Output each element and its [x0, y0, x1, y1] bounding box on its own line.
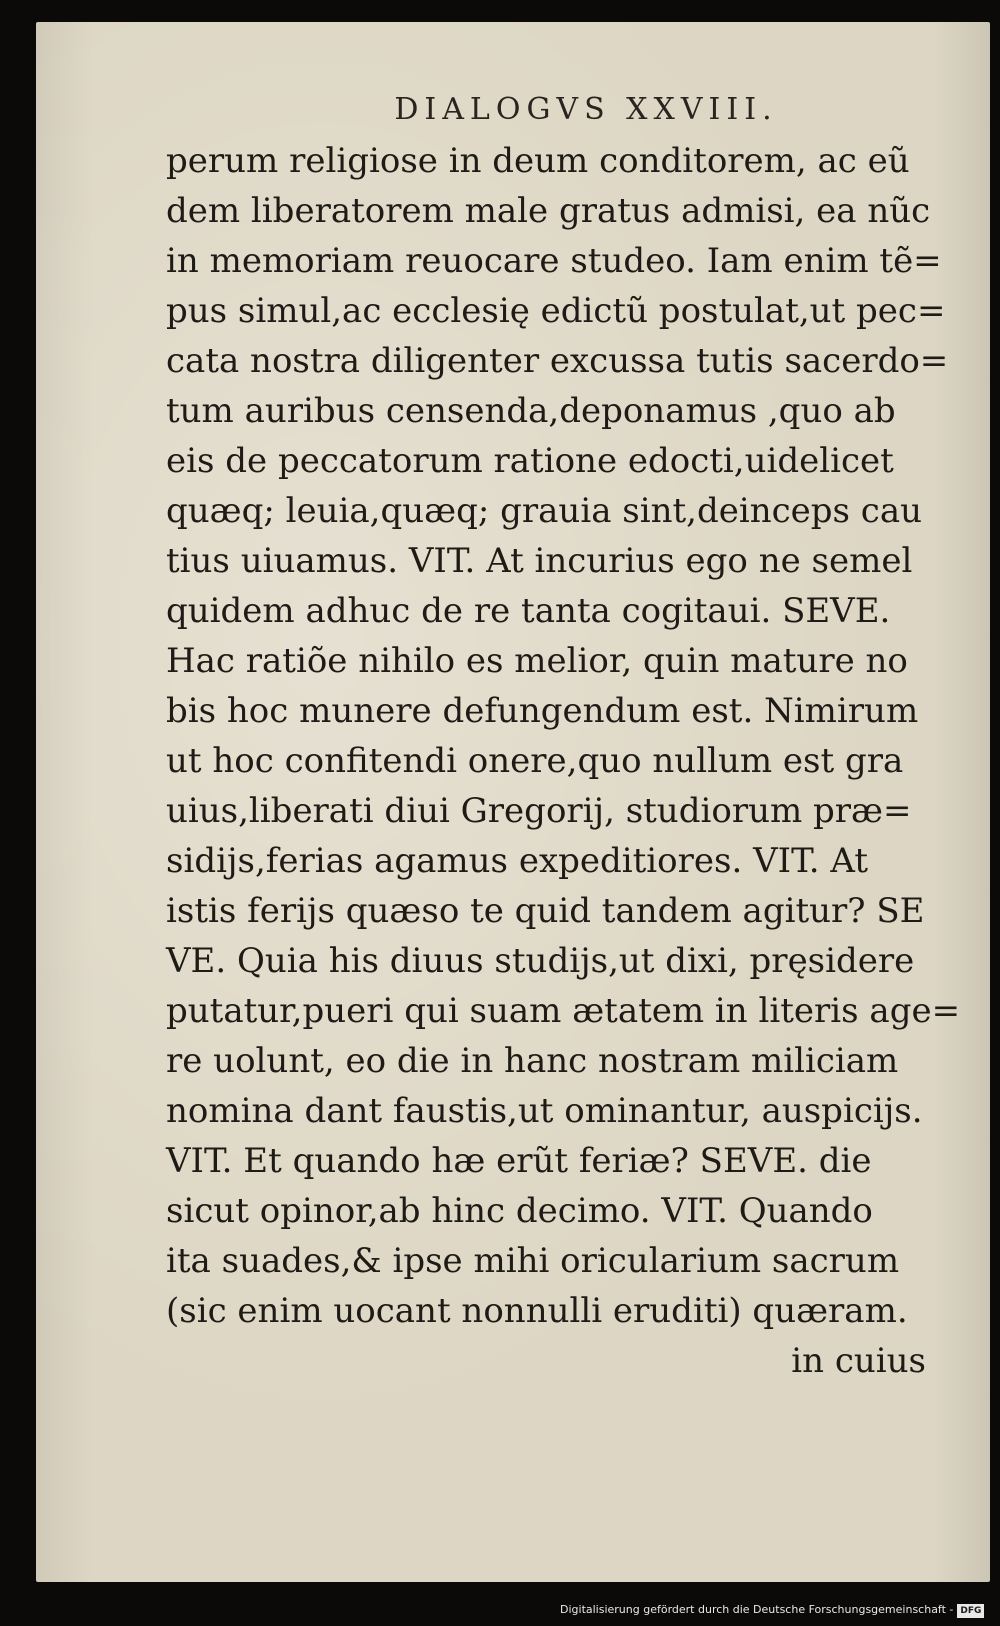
text-line-5: cata nostra diligenter excussa tutis sacerdo=: [166, 341, 949, 381]
catchword: in cuius: [791, 1341, 926, 1381]
text-line-17: VE. Quia his diuus studijs,ut dixi, pręsidere: [166, 941, 915, 981]
credit-text: Digitalisierung gefördert durch die Deutsche Forschungsgemeinschaft -: [560, 1603, 954, 1616]
text-line-21: VIT. Et quando hæ erũt feriæ? SEVE. die: [166, 1141, 872, 1181]
text-line-4: pus simul,ac ecclesię edictũ postulat,ut pec=: [166, 291, 946, 331]
text-block: [166, 90, 966, 1386]
running-head: DIALOGVS XXVIII.: [394, 92, 778, 127]
text-line-9: tius uiuamus. VIT. At incurius ego ne semel: [166, 541, 913, 581]
dfg-logo: DFG: [957, 1604, 984, 1618]
text-line-18: putatur,pueri qui suam ætatem in literis age=: [166, 991, 961, 1031]
text-line-1: perum religiose in deum conditorem, ac eũ: [166, 141, 910, 181]
text-line-13: ut hoc confitendi onere,quo nullum est gra: [166, 741, 904, 781]
text-line-14: uius,liberati diui Gregorij, studiorum præ=: [166, 791, 912, 831]
text-line-20: nomina dant faustis,ut ominantur, auspicijs.: [166, 1091, 923, 1131]
text-line-23: ita suades,& ipse mihi oricularium sacrum: [166, 1241, 900, 1281]
text-line-19: re uolunt, eo die in hanc nostram miliciam: [166, 1041, 899, 1081]
text-line-15: sidijs,ferias agamus expeditiores. VIT. At: [166, 841, 868, 881]
digitization-credit: [560, 1601, 984, 1619]
text-line-24: (sic enim uocant nonnulli eruditi) quæram.: [166, 1291, 908, 1331]
text-line-16: istis ferijs quæso te quid tandem agitur? SE: [166, 891, 925, 931]
book-page: [36, 22, 990, 1582]
text-line-11: Hac ratiõe nihilo es melior, quin mature no: [166, 641, 908, 681]
text-line-8: quæq; leuia,quæq; grauia sint,deinceps cau: [166, 491, 923, 531]
text-line-6: tum auribus censenda,deponamus ,quo ab: [166, 391, 896, 431]
text-line-22: sicut opinor,ab hinc decimo. VIT. Quando: [166, 1191, 873, 1231]
text-line-12: bis hoc munere defungendum est. Nimirum: [166, 691, 919, 731]
text-line-2: dem liberatorem male gratus admisi, ea nũc: [166, 191, 931, 231]
text-line-3: in memoriam reuocare studeo. Iam enim tẽ=: [166, 241, 942, 281]
text-line-7: eis de peccatorum ratione edocti,uidelicet: [166, 441, 894, 481]
text-line-10: quidem adhuc de re tanta cogitaui. SEVE.: [166, 591, 891, 631]
